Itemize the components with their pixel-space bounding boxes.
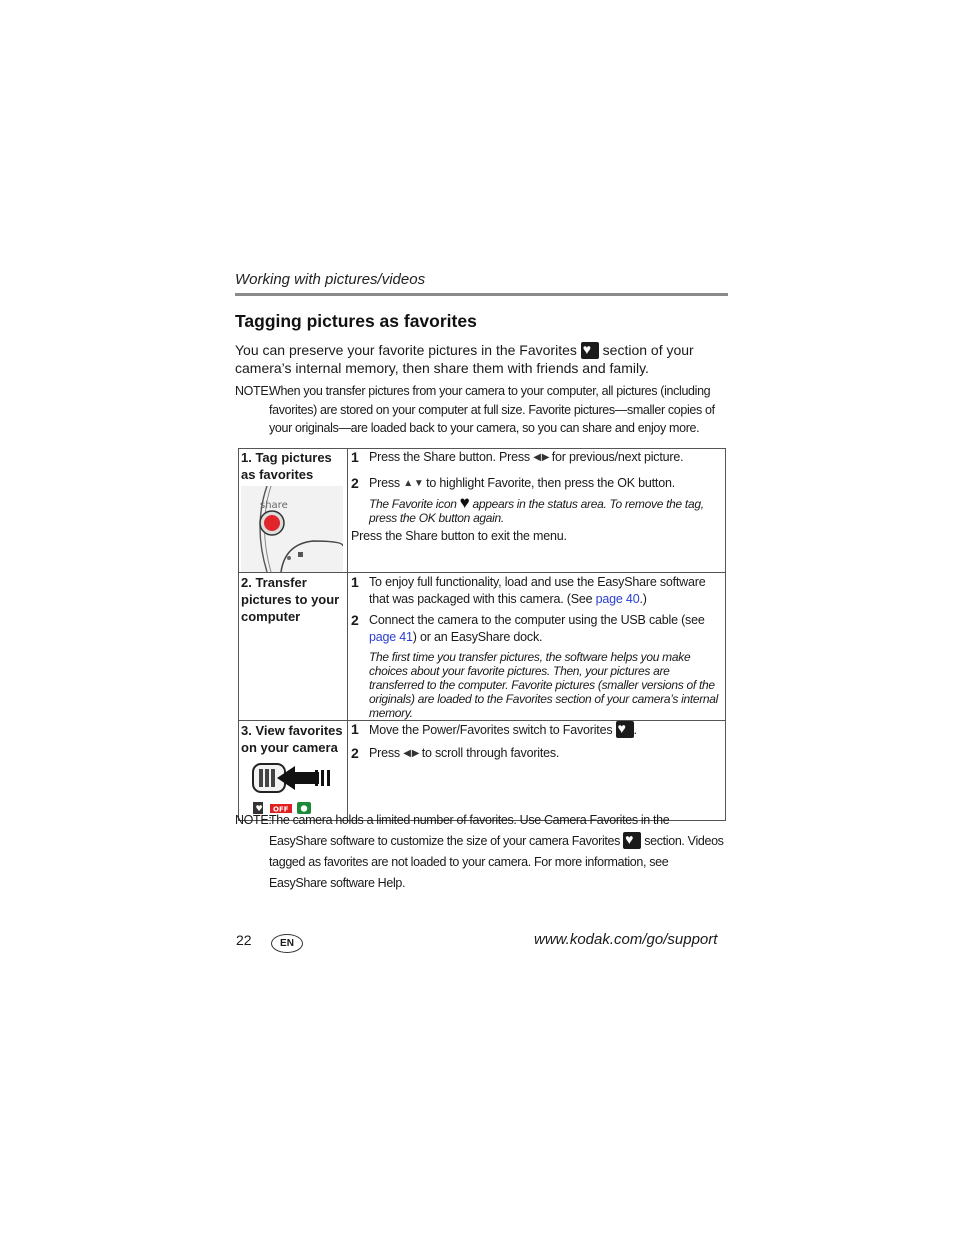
step-number: 1 — [351, 449, 359, 465]
page-41-link[interactable]: page 41 — [369, 629, 413, 644]
steps-table — [238, 448, 726, 821]
favorites-icon — [581, 342, 599, 359]
step-number: 2 — [351, 612, 359, 628]
step-number: 1 — [351, 721, 359, 737]
step-text-end: ) or an EasyShare dock. — [412, 629, 543, 644]
step-text-end: to highlight Favorite, then press the OK button. — [426, 475, 675, 490]
language-badge: EN — [271, 934, 303, 953]
table-row — [239, 573, 726, 721]
section-title: Tagging pictures as favorites — [235, 311, 477, 331]
share-button-illustration — [241, 486, 343, 572]
note-text-2: section. Videos tagged as favorites are not loaded to your camera. For more information, see EasyShare software Help. — [269, 834, 724, 890]
step-text-end: . — [633, 723, 637, 737]
share-label: share — [260, 500, 288, 511]
step-2 — [348, 745, 725, 763]
step-2-note — [348, 493, 725, 525]
row-steps-cell — [348, 449, 726, 573]
transfer-note: The first time you transfer pictures, the software helps you make choices about your favorite pictures. Then, your pictures are transferred to the computer. Favorite pictures (smaller versions of the originals) are loaded to the Favorites section of your camera’s internal memory. — [369, 650, 719, 720]
step-text: To enjoy full functionality, load and use the EasyShare software that was packaged with this camera. (See — [369, 575, 706, 606]
step-2 — [348, 612, 725, 645]
step-1 — [348, 449, 725, 467]
row-steps-cell — [348, 721, 726, 821]
note-text-1: The camera holds a limited number of favorites. Use Camera Favorites in the EasyShare software to customize the size of your camera Favorites — [269, 813, 670, 848]
step-text-end: for previous/next picture. — [551, 450, 684, 464]
note-label: NOTE: — [235, 813, 272, 827]
table-row — [239, 449, 726, 573]
step-number: 2 — [351, 474, 359, 491]
favorites-icon — [616, 721, 634, 738]
note-label: NOTE: — [235, 384, 272, 398]
off-label: OFF — [273, 805, 289, 814]
row-steps-cell — [348, 573, 726, 721]
left-right-arrows-icon: ◀ ▶ — [533, 452, 549, 463]
row-header-cell — [239, 449, 348, 573]
left-right-arrows-icon: ◀ ▶ — [403, 747, 419, 759]
step-text-end: to scroll through favorites. — [421, 745, 560, 760]
row-header: 3. View favorites on your camera — [241, 723, 343, 755]
heart-icon: ♥ — [459, 493, 470, 512]
step-text: Press — [369, 475, 400, 490]
row-header: 2. Transfer pictures to your computer — [241, 575, 340, 624]
step-text-end: .) — [639, 591, 647, 606]
svg-text:♥: ♥ — [255, 804, 263, 813]
header-rule — [235, 293, 728, 296]
step-number: 2 — [351, 744, 359, 761]
favorites-icon — [623, 832, 641, 849]
step-text: Connect the camera to the computer using the USB cable (see — [369, 613, 705, 627]
page-number: 22 — [236, 932, 252, 948]
step-1 — [348, 574, 725, 607]
row-header-cell — [239, 573, 348, 721]
support-url[interactable]: www.kodak.com/go/support — [534, 931, 718, 948]
exit-instruction: Press the Share button to exit the menu. — [351, 529, 567, 543]
step-text: Press — [369, 745, 400, 760]
page-40-link[interactable]: page 40 — [595, 591, 640, 606]
step-2 — [348, 475, 725, 493]
step-text: Move the Power/Favorites switch to Favorites — [369, 723, 613, 737]
step-number: 1 — [351, 574, 359, 590]
table-row — [239, 721, 726, 821]
intro-paragraph — [235, 341, 730, 377]
note-text — [269, 810, 727, 894]
note-text: When you transfer pictures from your camera to your computer, all pictures (including favorites) are stored on your computer at full size. Favorite pictures—smaller copies of your originals—are loaded back to your camera, so you can share and enjoy more. — [269, 384, 715, 435]
intro-text-2: section of your camera’s internal memory, then share them with friends and family. — [235, 342, 694, 376]
note-text: The Favorite icon — [369, 497, 457, 511]
intro-text-1: You can preserve your favorite pictures in the Favorites — [235, 342, 577, 358]
row-header: 1. Tag pictures as favorites — [241, 450, 332, 482]
row-header-cell — [239, 721, 348, 821]
running-header: Working with pictures/videos — [235, 271, 426, 288]
note-favorites-limit — [235, 810, 730, 890]
up-down-arrows-icon: ▲ ▼ — [403, 477, 423, 489]
step-1 — [348, 721, 725, 739]
note-transfer — [235, 382, 730, 438]
step-text: Press the Share button. Press — [369, 450, 530, 464]
note-text-end: appears in the status area. To remove the tag, press the OK button again. — [369, 497, 704, 525]
